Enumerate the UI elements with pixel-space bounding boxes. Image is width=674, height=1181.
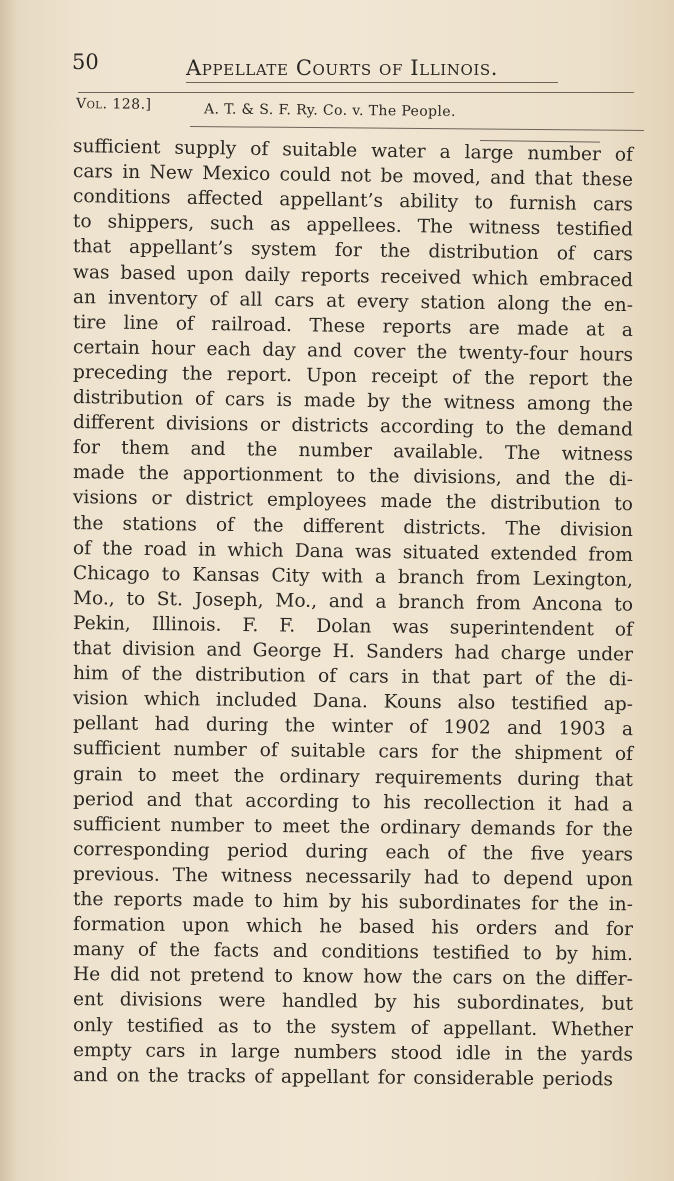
text-line: Chicago to Kansas City with a branch from Lexington, xyxy=(72,562,634,591)
text-line: and on the tracks of appellant for considerable periods xyxy=(72,1064,614,1090)
text-line: the reports made to him by his subordinates for the in- xyxy=(72,889,634,916)
body-text xyxy=(73,134,643,1174)
text-line: vision which included Dana. Kouns also testified ap- xyxy=(72,688,634,716)
text-line: He did not pretend to know how the cars on the differ- xyxy=(72,964,634,991)
header-rule xyxy=(186,82,558,83)
page-header xyxy=(72,50,632,90)
text-line: certain hour each day and cover the twenty-four hours xyxy=(72,336,634,366)
text-line: for them and the number available. The witness xyxy=(72,437,634,466)
text-line: that appellant’s system for the distribution of cars xyxy=(72,236,634,266)
text-line: many of the facts and conditions testified to by him. xyxy=(72,939,634,966)
text-line: only testified as to the system of appellant. Whether xyxy=(72,1014,634,1041)
header-rule xyxy=(190,126,644,131)
text-line: previous. The witness necessarily had to depend upon xyxy=(72,863,634,891)
text-line: distribution of cars is made by the witness among the xyxy=(72,387,634,416)
text-line: pellant had during the winter of 1902 and 1903 a xyxy=(72,713,634,741)
text-line: preceding the report. Upon receipt of the report the xyxy=(72,361,634,391)
text-line: that division and George H. Sanders had charge under xyxy=(72,638,634,666)
text-line: corresponding period during each of the five years xyxy=(72,838,634,866)
text-line: tire line of railroad. These reports are made at a xyxy=(72,311,634,341)
text-line: ent divisions were handled by his subordinates, but xyxy=(72,989,634,1016)
text-line: sufficient number of suitable cars for the shipment of xyxy=(72,738,634,766)
text-line: period and that according to his recollection it had a xyxy=(72,788,634,816)
text-line: Mo., to St. Joseph, Mo., and a branch from Ancona to xyxy=(72,587,634,616)
text-line: of the road in which Dana was situated extended from xyxy=(72,537,634,566)
text-line: cars in New Mexico could not be moved, and that these xyxy=(72,161,634,191)
text-line: different divisions or districts according to the demand xyxy=(72,412,634,441)
text-line: Pekin, Illinois. F. F. Dolan was superintendent of xyxy=(72,612,634,641)
text-line: formation upon which he based his orders and for xyxy=(72,914,634,941)
text-line: visions or district employees made the distribution to xyxy=(72,487,634,516)
page-shadow xyxy=(0,0,18,1181)
text-line: was based upon daily reports received which embraced xyxy=(72,261,634,291)
text-line: an inventory of all cars at every station along the en- xyxy=(72,286,634,316)
volume-line xyxy=(76,96,636,126)
text-line: the stations of the different districts. The division xyxy=(72,512,634,541)
running-title: Appellate Courts of Illinois. xyxy=(186,56,499,80)
text-line: to shippers, such as appellees. The witness testified xyxy=(72,211,634,241)
text-line: conditions affected appellant’s ability to furnish cars xyxy=(72,186,634,216)
text-line: sufficient number to meet the ordinary demands for the xyxy=(72,813,634,841)
volume-label: Vol. 128.] xyxy=(75,96,152,113)
text-line: empty cars in large numbers stood idle in the yards xyxy=(72,1039,634,1066)
text-line: him of the distribution of cars in that part of the di- xyxy=(72,663,634,691)
text-line: made the apportionment to the divisions, and the di- xyxy=(72,462,634,491)
page-number: 50 xyxy=(72,50,99,74)
text-line: grain to meet the ordinary requirements during that xyxy=(72,763,634,791)
header-rule xyxy=(78,92,634,93)
case-title: A. T. & S. F. Ry. Co. v. The People. xyxy=(203,101,456,120)
text-line: sufficient supply of suitable water a large number of xyxy=(72,136,634,166)
